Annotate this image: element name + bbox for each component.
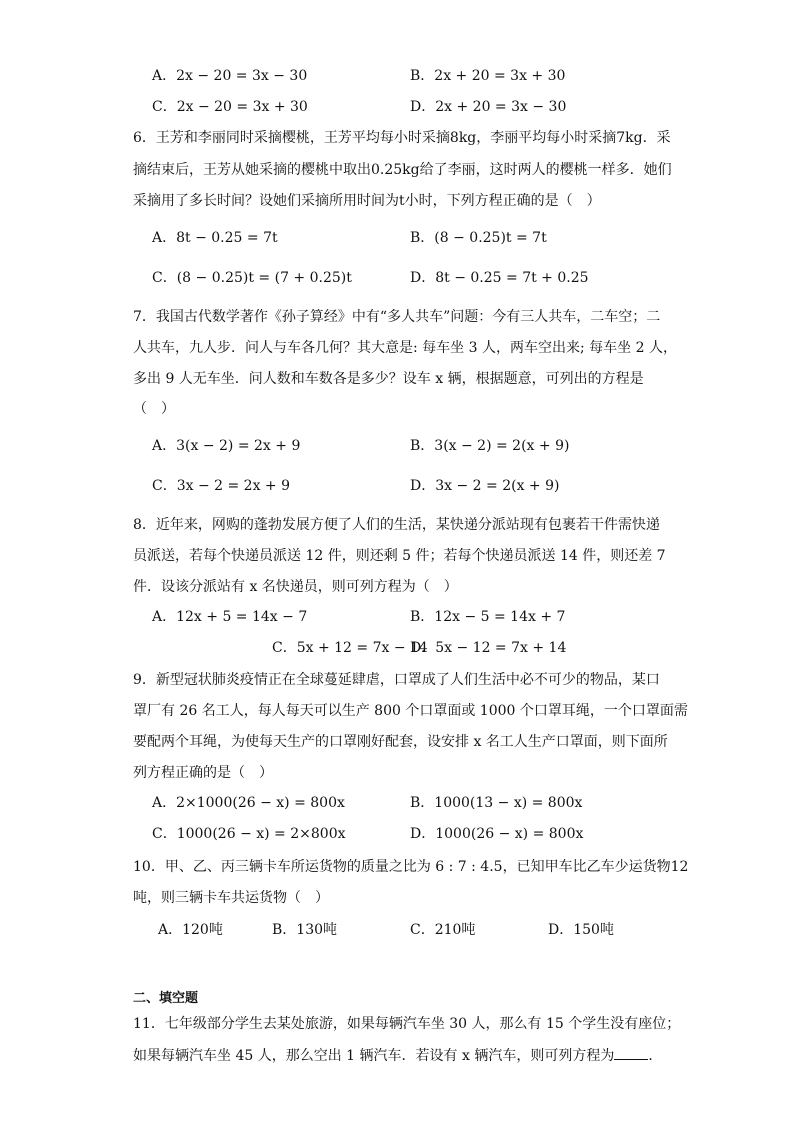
q7-line-2: 人共车，九人步．问人与车各几何？其大意是: 每车坐 3 人，两车空出来; 每车坐 2 人， — [133, 340, 677, 356]
q8-line-3: 件．设该分派站有 x 名快递员，则可列方程为（ ） — [133, 579, 458, 595]
q6-option-c: C．(8 − 0.25)t = (7 + 0.25)t — [152, 270, 352, 286]
q10-line-2: 吨，则三辆卡车共运货物（ ） — [133, 890, 329, 906]
q5-option-d: D．2x + 20 = 3x − 30 — [410, 99, 567, 115]
q7-option-a: A．3(x − 2) = 2x + 9 — [152, 438, 301, 454]
q7-line-3: 多出 9 人无车坐．问人数和车数各是多少？设车 x 辆，根据题意，可列出的方程是 — [133, 371, 644, 387]
q8-option-d: D．5x − 12 = 7x + 14 — [410, 640, 567, 656]
q7-line-4: （ ） — [133, 401, 175, 417]
q10-option-a: A．120吨 — [158, 922, 223, 938]
q9-line-4: 列方程正确的是（ ） — [133, 765, 273, 781]
q8-line-2: 员派送，若每个快递员派送 12 件，则还剩 5 件；若每个快递员派送 14 件，则还差 7 — [133, 548, 666, 564]
q11-line-2-text: 如果每辆汽车坐 45 人，那么空出 1 辆汽车．若设有 x 辆汽车，则可列方程为 — [133, 1048, 615, 1064]
q10-option-b: B．130吨 — [272, 922, 338, 938]
answer-blank[interactable] — [614, 1045, 648, 1060]
section-title-fill-in: 二、填空题 — [133, 991, 199, 1006]
q11-end-mark: ． — [648, 1048, 663, 1064]
q9-option-c: C．1000(26 − x) = 2×800x — [152, 826, 346, 842]
q6-option-b: B．(8 − 0.25)t = 7t — [410, 230, 547, 246]
q9-option-a: A．2×1000(26 − x) = 800x — [152, 795, 345, 811]
q6-option-a: A．8t − 0.25 = 7t — [152, 230, 278, 246]
q9-option-b: B．1000(13 − x) = 800x — [410, 795, 583, 811]
q8-line-1: 8．近年来，网购的蓬勃发展方便了人们的生活，某快递分派站现有包裹若干件需快递 — [133, 517, 660, 533]
q9-line-2: 罩厂有 26 名工人，每人每天可以生产 800 个口罩面或 1000 个口罩耳绳，一个口罩面需 — [133, 703, 688, 719]
q7-option-d: D．3x − 2 = 2(x + 9) — [410, 478, 560, 494]
q6-line-3: 采摘用了多长时间？设她们采摘所用时间为t小时，下列方程正确的是（ ） — [133, 193, 601, 209]
q6-line-1: 6．王芳和李丽同时采摘樱桃，王芳平均每小时采摘8kg，李丽平均每小时采摘7kg．采 — [133, 130, 671, 146]
q9-option-d: D．1000(26 − x) = 800x — [410, 826, 584, 842]
q7-option-c: C．3x − 2 = 2x + 9 — [152, 478, 291, 494]
q6-option-d: D．8t − 0.25 = 7t + 0.25 — [410, 270, 589, 286]
q7-line-1: 7．我国古代数学著作《孙子算经》中有“多人共车”问题：今有三人共车，二车空；二 — [133, 309, 661, 325]
q10-option-c: C．210吨 — [410, 922, 476, 938]
q8-option-b: B．12x − 5 = 14x + 7 — [410, 609, 566, 625]
q5-option-b: B．2x + 20 = 3x + 30 — [410, 68, 566, 84]
q10-option-d: D．150吨 — [548, 922, 614, 938]
q11-line-1: 11．七年级部分学生去某处旅游，如果每辆汽车坐 30 人，那么有 15 个学生没有座位； — [133, 1016, 681, 1032]
q8-option-c: C．5x + 12 = 7x − 14 — [272, 640, 428, 656]
q9-line-1: 9．新型冠状肺炎疫情正在全球蔓延肆虐，口罩成了人们生活中必不可少的物品，某口 — [133, 672, 660, 688]
q8-option-a: A．12x + 5 = 14x − 7 — [152, 609, 308, 625]
q11-line-2 — [133, 1045, 662, 1066]
q6-line-2: 摘结束后，王芳从她采摘的樱桃中取出0.25kg给了李丽，这时两人的樱桃一样多．她们 — [133, 162, 672, 178]
q9-line-3: 要配两个耳绳，为使每天生产的口罩刚好配套，设安排 x 名工人生产口罩面，则下面所 — [133, 734, 668, 750]
q7-option-b: B．3(x − 2) = 2(x + 9) — [410, 438, 570, 454]
q5-option-c: C．2x − 20 = 3x + 30 — [152, 99, 308, 115]
q10-line-1: 10．甲、乙、丙三辆卡车所运货物的质量之比为 6 : 7 : 4.5，已知甲车比乙车少运货物12 — [133, 859, 689, 875]
q5-option-a: A．2x − 20 = 3x − 30 — [152, 68, 308, 84]
